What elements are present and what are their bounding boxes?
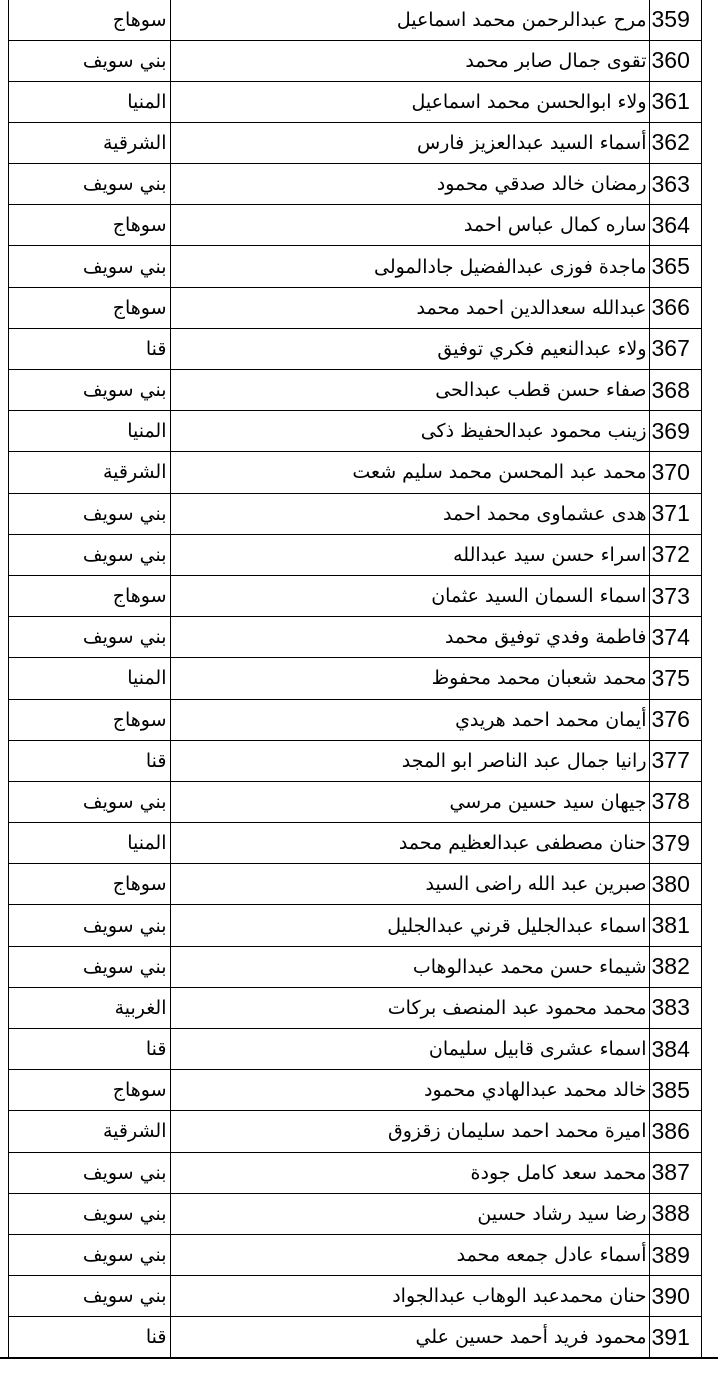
- name-cell: عبدالله سعدالدين احمد محمد: [170, 287, 649, 328]
- serial-number-cell: 388: [649, 1193, 701, 1234]
- left-margin-cell: [0, 658, 8, 699]
- name-cell: فاطمة وفدي توفيق محمد: [170, 617, 649, 658]
- name-cell: اسماء عبدالجليل قرني عبدالجليل: [170, 905, 649, 946]
- left-margin-cell: [0, 699, 8, 740]
- left-margin-cell: [0, 575, 8, 616]
- serial-number-cell: 360: [649, 40, 701, 81]
- table-row: [0, 246, 718, 287]
- left-margin-cell: [0, 823, 8, 864]
- right-margin-cell: [701, 1029, 718, 1070]
- table-row: [0, 905, 718, 946]
- right-margin-cell: [701, 40, 718, 81]
- name-cell: أسماء عادل جمعه محمد: [170, 1234, 649, 1275]
- table-row: [0, 1111, 718, 1152]
- right-margin-cell: [701, 575, 718, 616]
- table-row: [0, 823, 718, 864]
- serial-number-cell: 376: [649, 699, 701, 740]
- serial-number-cell: 389: [649, 1234, 701, 1275]
- table-row: [0, 411, 718, 452]
- left-margin-cell: [0, 1152, 8, 1193]
- governorate-cell: بني سويف: [8, 1193, 170, 1234]
- left-margin-cell: [0, 122, 8, 163]
- right-margin-cell: [701, 864, 718, 905]
- table-row: [0, 0, 718, 40]
- table-row: [0, 328, 718, 369]
- right-margin-cell: [701, 81, 718, 122]
- serial-number-cell: 366: [649, 287, 701, 328]
- name-cell: اسماء عشرى قابيل سليمان: [170, 1029, 649, 1070]
- governorate-cell: الشرقية: [8, 122, 170, 163]
- table-row: [0, 781, 718, 822]
- left-margin-cell: [0, 205, 8, 246]
- name-cell: شيماء حسن محمد عبدالوهاب: [170, 946, 649, 987]
- governorate-cell: بني سويف: [8, 1276, 170, 1317]
- serial-number-cell: 378: [649, 781, 701, 822]
- left-margin-cell: [0, 452, 8, 493]
- left-margin-cell: [0, 1029, 8, 1070]
- governorate-cell: بني سويف: [8, 246, 170, 287]
- serial-number-cell: 381: [649, 905, 701, 946]
- table-row: [0, 987, 718, 1028]
- serial-number-cell: 383: [649, 987, 701, 1028]
- right-margin-cell: [701, 1193, 718, 1234]
- table-row: [0, 493, 718, 534]
- name-cell: تقوى جمال صابر محمد: [170, 40, 649, 81]
- governorate-cell: المنيا: [8, 81, 170, 122]
- governorate-cell: المنيا: [8, 823, 170, 864]
- serial-number-cell: 380: [649, 864, 701, 905]
- governorate-cell: سوهاج: [8, 0, 170, 40]
- left-margin-cell: [0, 1234, 8, 1275]
- governorate-cell: قنا: [8, 1317, 170, 1358]
- table-row: [0, 370, 718, 411]
- serial-number-cell: 382: [649, 946, 701, 987]
- table-row: [0, 534, 718, 575]
- left-margin-cell: [0, 617, 8, 658]
- serial-number-cell: 371: [649, 493, 701, 534]
- table-row: [0, 1276, 718, 1317]
- name-cell: محمد سعد كامل جودة: [170, 1152, 649, 1193]
- right-margin-cell: [701, 658, 718, 699]
- governorate-cell: بني سويف: [8, 946, 170, 987]
- right-margin-cell: [701, 493, 718, 534]
- table-row: [0, 452, 718, 493]
- right-margin-cell: [701, 0, 718, 40]
- right-margin-cell: [701, 287, 718, 328]
- governorate-cell: سوهاج: [8, 1070, 170, 1111]
- governorate-cell: بني سويف: [8, 164, 170, 205]
- governorate-cell: المنيا: [8, 658, 170, 699]
- right-margin-cell: [701, 1234, 718, 1275]
- left-margin-cell: [0, 246, 8, 287]
- serial-number-cell: 375: [649, 658, 701, 699]
- serial-number-cell: 363: [649, 164, 701, 205]
- governorate-cell: الشرقية: [8, 1111, 170, 1152]
- left-margin-cell: [0, 905, 8, 946]
- name-cell: حنان محمدعبد الوهاب عبدالجواد: [170, 1276, 649, 1317]
- left-margin-cell: [0, 1111, 8, 1152]
- left-margin-cell: [0, 328, 8, 369]
- table-row: [0, 1317, 718, 1358]
- right-margin-cell: [701, 823, 718, 864]
- right-margin-cell: [701, 740, 718, 781]
- serial-number-cell: 362: [649, 122, 701, 163]
- serial-number-cell: 369: [649, 411, 701, 452]
- table-row: [0, 658, 718, 699]
- name-cell: رانيا جمال عبد الناصر ابو المجد: [170, 740, 649, 781]
- name-cell: رضا سيد رشاد حسين: [170, 1193, 649, 1234]
- governorate-cell: بني سويف: [8, 493, 170, 534]
- serial-number-cell: 385: [649, 1070, 701, 1111]
- right-margin-cell: [701, 1276, 718, 1317]
- name-cell: اسراء حسن سيد عبدالله: [170, 534, 649, 575]
- left-margin-cell: [0, 740, 8, 781]
- right-margin-cell: [701, 1317, 718, 1358]
- serial-number-cell: 372: [649, 534, 701, 575]
- left-margin-cell: [0, 0, 8, 40]
- serial-number-cell: 374: [649, 617, 701, 658]
- right-margin-cell: [701, 164, 718, 205]
- serial-number-cell: 373: [649, 575, 701, 616]
- right-margin-cell: [701, 1070, 718, 1111]
- right-margin-cell: [701, 1111, 718, 1152]
- table-row: [0, 287, 718, 328]
- right-margin-cell: [701, 987, 718, 1028]
- name-cell: أيمان محمد احمد هريدي: [170, 699, 649, 740]
- table-row: [0, 205, 718, 246]
- governorate-cell: بني سويف: [8, 1152, 170, 1193]
- table-row: [0, 575, 718, 616]
- right-margin-cell: [701, 699, 718, 740]
- governorate-cell: الغربية: [8, 987, 170, 1028]
- governorate-cell: بني سويف: [8, 534, 170, 575]
- name-cell: رمضان خالد صدقي محمود: [170, 164, 649, 205]
- governorate-cell: سوهاج: [8, 699, 170, 740]
- left-margin-cell: [0, 1193, 8, 1234]
- table-row: [0, 164, 718, 205]
- table-row: [0, 617, 718, 658]
- name-cell: ساره كمال عباس احمد: [170, 205, 649, 246]
- governorate-cell: قنا: [8, 1029, 170, 1070]
- name-cell: حنان مصطفى عبدالعظيم محمد: [170, 823, 649, 864]
- name-cell: مرح عبدالرحمن محمد اسماعيل: [170, 0, 649, 40]
- right-margin-cell: [701, 370, 718, 411]
- name-cell: هدى عشماوى محمد احمد: [170, 493, 649, 534]
- left-margin-cell: [0, 1070, 8, 1111]
- name-cell: اميرة محمد احمد سليمان زقزوق: [170, 1111, 649, 1152]
- table-row: [0, 946, 718, 987]
- left-margin-cell: [0, 370, 8, 411]
- left-margin-cell: [0, 534, 8, 575]
- name-cell: صبرين عبد الله راضى السيد: [170, 864, 649, 905]
- name-cell: اسماء السمان السيد عثمان: [170, 575, 649, 616]
- table-row: [0, 699, 718, 740]
- serial-number-cell: 390: [649, 1276, 701, 1317]
- governorate-cell: بني سويف: [8, 781, 170, 822]
- left-margin-cell: [0, 946, 8, 987]
- serial-number-cell: 365: [649, 246, 701, 287]
- governorate-cell: بني سويف: [8, 905, 170, 946]
- serial-number-cell: 384: [649, 1029, 701, 1070]
- right-margin-cell: [701, 946, 718, 987]
- name-cell: محمود فريد أحمد حسين علي: [170, 1317, 649, 1358]
- governorate-cell: المنيا: [8, 411, 170, 452]
- serial-number-cell: 368: [649, 370, 701, 411]
- left-margin-cell: [0, 164, 8, 205]
- table-row: [0, 1234, 718, 1275]
- right-margin-cell: [701, 781, 718, 822]
- name-cell: صفاء حسن قطب عبدالحى: [170, 370, 649, 411]
- left-margin-cell: [0, 287, 8, 328]
- right-margin-cell: [701, 246, 718, 287]
- serial-number-cell: 364: [649, 205, 701, 246]
- name-cell: جيهان سيد حسين مرسي: [170, 781, 649, 822]
- name-cell: ماجدة فوزى عبدالفضيل جادالمولى: [170, 246, 649, 287]
- right-margin-cell: [701, 328, 718, 369]
- governorate-cell: بني سويف: [8, 1234, 170, 1275]
- left-margin-cell: [0, 411, 8, 452]
- serial-number-cell: 361: [649, 81, 701, 122]
- name-cell: زينب محمود عبدالحفيظ ذكى: [170, 411, 649, 452]
- right-margin-cell: [701, 905, 718, 946]
- governorate-cell: قنا: [8, 328, 170, 369]
- right-margin-cell: [701, 122, 718, 163]
- serial-number-cell: 370: [649, 452, 701, 493]
- governorate-cell: سوهاج: [8, 575, 170, 616]
- serial-number-cell: 386: [649, 1111, 701, 1152]
- table-row: [0, 864, 718, 905]
- serial-number-cell: 379: [649, 823, 701, 864]
- table-row: [0, 81, 718, 122]
- table-row: [0, 40, 718, 81]
- right-margin-cell: [701, 617, 718, 658]
- governorate-cell: سوهاج: [8, 864, 170, 905]
- name-cell: أسماء السيد عبدالعزيز فارس: [170, 122, 649, 163]
- left-margin-cell: [0, 1276, 8, 1317]
- left-margin-cell: [0, 987, 8, 1028]
- left-margin-cell: [0, 1317, 8, 1358]
- governorate-cell: قنا: [8, 740, 170, 781]
- table-row: [0, 1152, 718, 1193]
- table-row: [0, 1070, 718, 1111]
- left-margin-cell: [0, 81, 8, 122]
- governorate-cell: سوهاج: [8, 205, 170, 246]
- table-row: [0, 740, 718, 781]
- serial-number-cell: 367: [649, 328, 701, 369]
- serial-number-cell: 387: [649, 1152, 701, 1193]
- name-cell: محمد عبد المحسن محمد سليم شعت: [170, 452, 649, 493]
- serial-number-cell: 377: [649, 740, 701, 781]
- name-cell: خالد محمد عبدالهادي محمود: [170, 1070, 649, 1111]
- right-margin-cell: [701, 1152, 718, 1193]
- table-row: [0, 1193, 718, 1234]
- serial-number-cell: 359: [649, 0, 701, 40]
- left-margin-cell: [0, 493, 8, 534]
- name-cell: محمد شعبان محمد محفوظ: [170, 658, 649, 699]
- table-row: [0, 1029, 718, 1070]
- table-row: [0, 122, 718, 163]
- left-margin-cell: [0, 40, 8, 81]
- serial-number-cell: 391: [649, 1317, 701, 1358]
- governorate-cell: سوهاج: [8, 287, 170, 328]
- name-cell: ولاء عبدالنعيم فكري توفيق: [170, 328, 649, 369]
- governorate-cell: الشرقية: [8, 452, 170, 493]
- left-margin-cell: [0, 781, 8, 822]
- left-margin-cell: [0, 864, 8, 905]
- right-margin-cell: [701, 534, 718, 575]
- name-cell: ولاء ابوالحسن محمد اسماعيل: [170, 81, 649, 122]
- right-margin-cell: [701, 452, 718, 493]
- governorate-cell: بني سويف: [8, 40, 170, 81]
- name-cell: محمد محمود عبد المنصف بركات: [170, 987, 649, 1028]
- right-margin-cell: [701, 205, 718, 246]
- governorate-cell: بني سويف: [8, 370, 170, 411]
- right-margin-cell: [701, 411, 718, 452]
- governorate-cell: بني سويف: [8, 617, 170, 658]
